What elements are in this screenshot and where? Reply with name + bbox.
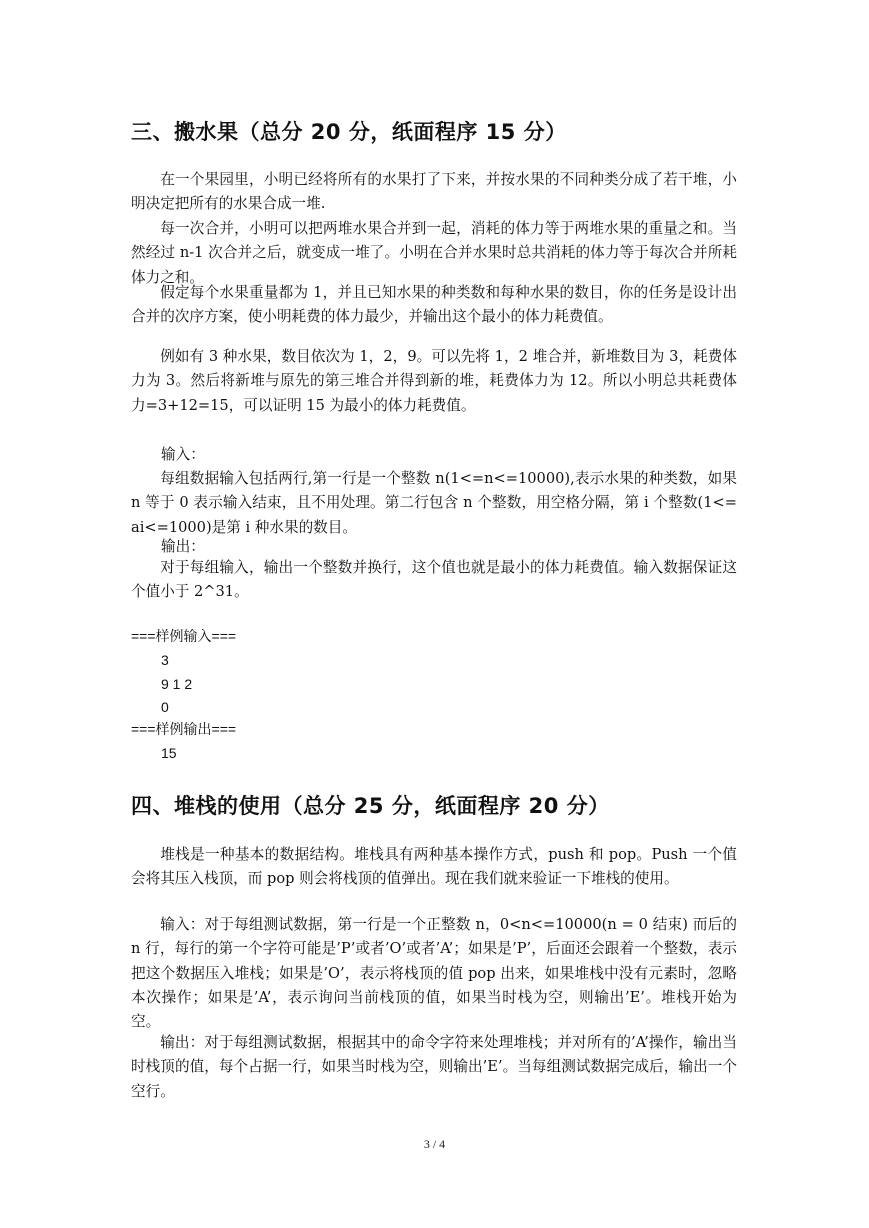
sample-input-label: ===样例输入=== (131, 628, 237, 644)
section-3-paragraph-1: 在一个果园里，小明已经将所有的水果打了下来，并按水果的不同种类分成了若干堆，小明决定把所有的水果合成一堆. (131, 171, 737, 213)
sample-output-line: 15 (161, 745, 177, 761)
sample-input-line: 3 (161, 652, 169, 668)
section-3-paragraph-4: 例如有 3 种水果，数目依次为 1，2，9。可以先将 1，2 堆合并，新堆数目为 3，耗费体力为 3。然后将新堆与原先的第三堆合并得到新的堆，耗费体力为 12。所以小明总共耗费体力=3+12=15，可以证明 15 为最小的体力耗费值。 (131, 348, 737, 414)
input-description: 每组数据输入包括两行,第一行是一个整数 n(1<=n<=10000),表示水果的种类数，如果 n 等于 0 表示输入结束，且不用处理。第二行包含 n 个整数，用空格分隔，第 i 个整数(1<=ai<=1000)是第 i 种水果的数目。 (131, 470, 737, 536)
section-4-output-paragraph: 输出：对于每组测试数据，根据其中的命令字符来处理堆栈；并对所有的’A’操作，输出当时栈顶的值，每个占据一行，如果当时栈为空，则输出’E’。当每组测试数据完成后，输出一个空行。 (131, 1034, 737, 1100)
sample-input-line: 0 (161, 699, 169, 715)
section-4-input-paragraph: 输入：对于每组测试数据，第一行是一个正整数 n，0<n<=10000(n = 0 结束) 而后的 n 行，每行的第一个字符可能是’P’或者’O’或者’A’；如果是’P’，后面还会跟着一个整数，表示把这个数据压入堆栈；如果是’O’，表示将栈顶的值 pop 出来，如果堆栈中没有元素时，忽略本次操作；如果是’A’，表示询问当前栈顶的值，如果当时栈为空，则输出’E’。堆栈开始为空。 (131, 916, 737, 1031)
sample-input-line: 9 1 2 (161, 676, 193, 692)
sample-output-label: ===样例输出=== (131, 721, 237, 737)
output-description: 对于每组输入，输出一个整数并换行，这个值也就是最小的体力耗费值。输入数据保证这个值小于 2^31。 (131, 559, 737, 601)
section-3-paragraph-2: 每一次合并，小明可以把两堆水果合并到一起，消耗的体力等于两堆水果的重量之和。当然经过 n-1 次合并之后，就变成一堆了。小明在合并水果时总共消耗的体力等于每次合并所耗体力之和。 (131, 220, 737, 286)
input-label: 输入： (161, 446, 205, 463)
section-4-paragraph-1: 堆栈是一种基本的数据结构。堆栈具有两种基本操作方式，push 和 pop。Push 一个值会将其压入栈顶，而 pop 则会将栈顶的值弹出。现在我们就来验证一下堆栈的使用。 (131, 846, 737, 888)
section-4-title: 四、堆栈的使用（总分 25 分，纸面程序 20 分） (131, 794, 610, 818)
page-number: 3 / 4 (423, 1137, 446, 1151)
section-3-title: 三、搬水果（总分 20 分，纸面程序 15 分） (131, 120, 567, 144)
output-label: 输出： (161, 538, 205, 555)
section-3-paragraph-3: 假定每个水果重量都为 1，并且已知水果的种类数和每种水果的数目，你的任务是设计出合并的次序方案，使小明耗费的体力最少，并输出这个最小的体力耗费值。 (131, 284, 737, 326)
